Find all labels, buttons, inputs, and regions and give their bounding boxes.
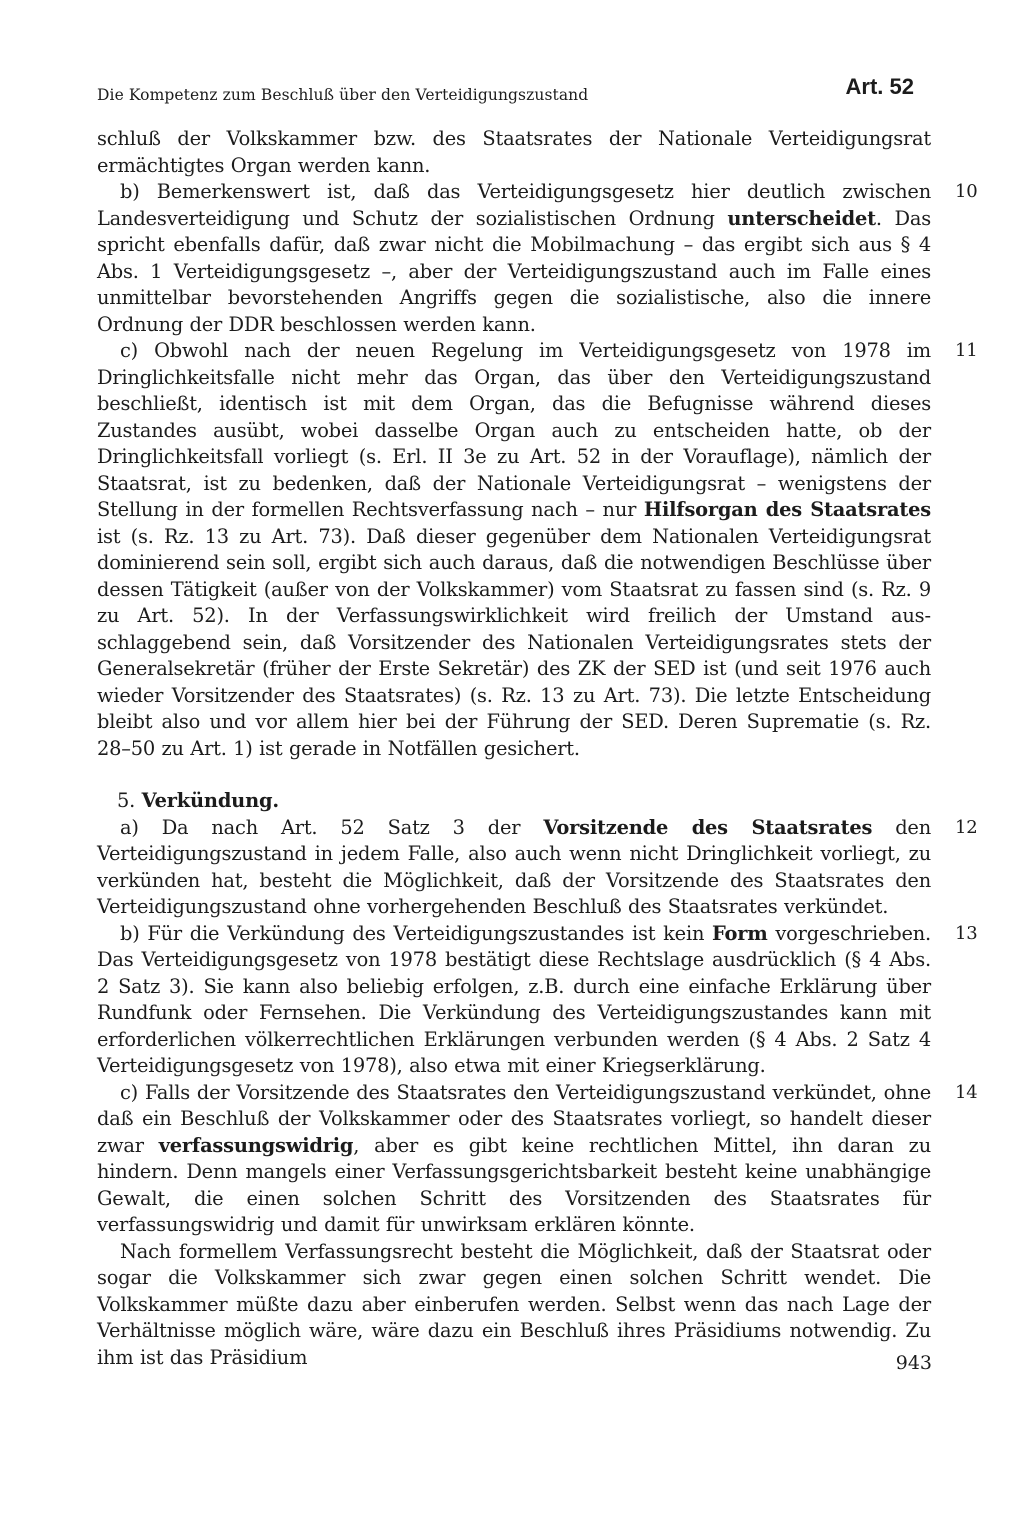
margin-number: 11 xyxy=(955,340,978,361)
paragraph-b-rz13 xyxy=(97,921,978,1080)
section-heading xyxy=(97,788,931,815)
paragraph-text: Nach formellem Verfassungsrecht besteht die Möglichkeit, daß der Staatsrat oder sogar die Volkskammer sich zwar gegen einen solchen Schritt wendet. Die Volkskammer müßte dazu aber einberufen werden. Selbst wenn das nach Lage der Verhältnisse möglich wäre, wäre dazu ein Beschluß ihres Präsidiums notwendig. Zu ihm ist das Präsidium xyxy=(97,1239,931,1369)
paragraph-formal-law xyxy=(97,1239,931,1372)
page-number: 943 xyxy=(895,1352,932,1374)
emphasis-text: Form xyxy=(712,921,768,945)
paragraph-text: ist (s. Rz. 13 zu Art. 73). Daß dieser gegenüber dem Nationalen Verteidigungsrat dominierend sein soll, ergibt sich auch daraus, daß die notwendigen Beschlüsse über dessen Tätigkeit (außer von der Volkskammer) vom Staatsrat zu fassen sind (s. Rz. 9 zu Art. 52). In der Verfassungswirklichkeit wird freilich der Umstand ausschlaggebend sein, daß Vorsitzender des Nationalen Verteidigungsrates stets der Generalsekretär (früher der Erste Sekretär) des ZK der SED ist (und seit 1976 auch wieder Vorsitzender des Staatsrates) (s. Rz. 13 zu Art. 73). Die letzte Entscheidung bleibt also und vor allem hier bei der Führung der SED. Deren Suprematie (s. Rz. 28–50 zu Art. 1) ist gerade in Notfällen gesichert. xyxy=(97,524,931,760)
paragraph-text: vorgeschrieben. Das Verteidigungsgesetz von 1978 bestätigt diese Rechtslage ausdrücklich (§ 4 Abs. 2 Satz 3). Sie kann also beliebig erfolgen, z.B. durch eine einfache Erklärung über Rundfunk oder Fernsehen. Die Verkündung des Verteidigungszustandes kann mit erforderlichen völkerrechtlichen Erklärungen verbunden werden (§ 4 Abs. 2 Satz 4 Verteidigungsgesetz von 1978), also etwa mit einer Kriegserklärung. xyxy=(97,921,931,1077)
section-number: 5. xyxy=(117,789,142,812)
emphasis-text: verfassungswidrig xyxy=(158,1133,354,1157)
emphasis-text: Hilfsorgan des Staatsrates xyxy=(643,498,931,521)
margin-number: 10 xyxy=(955,181,978,202)
running-header: Die Kompetenz zum Beschluß über den Verteidigungszustand xyxy=(97,86,589,104)
paragraph-text: schluß der Volkskammer bzw. des Staatsrates der Nationale Verteidigungsrat ermächtigtes Organ werden kann. xyxy=(97,127,931,177)
emphasis-text: unterscheidet xyxy=(727,206,876,230)
paragraph-c-rz14 xyxy=(97,1080,978,1239)
paragraph-text: a) Da nach Art. 52 Satz 3 der xyxy=(120,815,544,839)
paragraph-text: , aber es gibt keine rechtlichen Mittel, ihn daran zu hindern. Denn mangels einer Verfassungsgerichtsbarkeit besteht keine unabhängige Gewalt, die einen solchen Schritt des Vorsitzenden des Staatsrates für verfassungswidrig und damit für unwirksam erklären könnte. xyxy=(97,1133,931,1236)
article-label: Art. 52 xyxy=(845,74,914,99)
paragraph-text: b) Bemerkenswert ist, daß das Verteidigungsgesetz hier deutlich zwischen Landesverteidigung und Schutz der sozialistischen Ordnung xyxy=(97,180,931,230)
margin-number: 13 xyxy=(955,922,978,944)
body-text xyxy=(97,126,978,1371)
paragraph-text: . Das spricht ebenfalls dafür, daß zwar nicht die Mobilmachung – das ergibt sich aus § 4 Abs. 1 Verteidigungsgesetz –, aber der Verteidigungszustand auch im Falle eines unmittelbar bevorstehenden Angriffs gegen die sozialistische, also die innere Ordnung der DDR beschlossen werden kann. xyxy=(97,206,931,336)
paragraph-c-rz11 xyxy=(97,338,978,762)
emphasis-text: Vorsitzende des Staatsrates xyxy=(543,815,873,839)
paragraph-text: c) Obwohl nach der neuen Regelung im Verteidigungsgesetz von 1978 im Dringlichkeitsfalle nicht mehr das Organ, das über den Verteidigungszustand beschließt, identisch ist mit dem Organ, das die Befugnisse während dieses Zustandes ausübt, wobei dasselbe Organ auch zu entscheiden hatte, ob der Dringlichkeitsfall vorliegt (s. Erl. II 3e zu Art. 52 in der Vorauflage), nämlich der Staatsrat, ist zu bedenken, daß der Nationale Verteidigungsrat – wenigstens der Stellung in der formellen Rechtsverfassung nach – nur xyxy=(97,339,931,521)
paragraph-a-rz12 xyxy=(97,815,978,921)
section-title: Verkündung. xyxy=(141,789,279,812)
margin-number: 12 xyxy=(955,816,978,838)
paragraph-text: c) Falls der Vorsitzende des Staatsrates den Verteidigungszustand verkündet, ohne daß ein Beschluß der Volkskammer oder des Staatsrates vorliegt, so handelt dieser zwar xyxy=(97,1080,931,1157)
paragraph-b-rz10 xyxy=(97,179,978,338)
margin-number: 14 xyxy=(955,1081,978,1103)
paragraph-text: b) Für die Verkündung des Verteidigungszustandes ist kein xyxy=(120,921,713,945)
paragraph-continuation xyxy=(97,126,931,179)
paragraph-text: den Verteidigungszustand in jedem Falle, also auch wenn nicht Dringlichkeit vorliegt, zu verkünden hat, besteht die Möglichkeit, daß der Vorsitzende des Staatsrates den Verteidigungszustand ohne vorhergehenden Beschluß des Staatsrates verkündet. xyxy=(97,815,931,918)
